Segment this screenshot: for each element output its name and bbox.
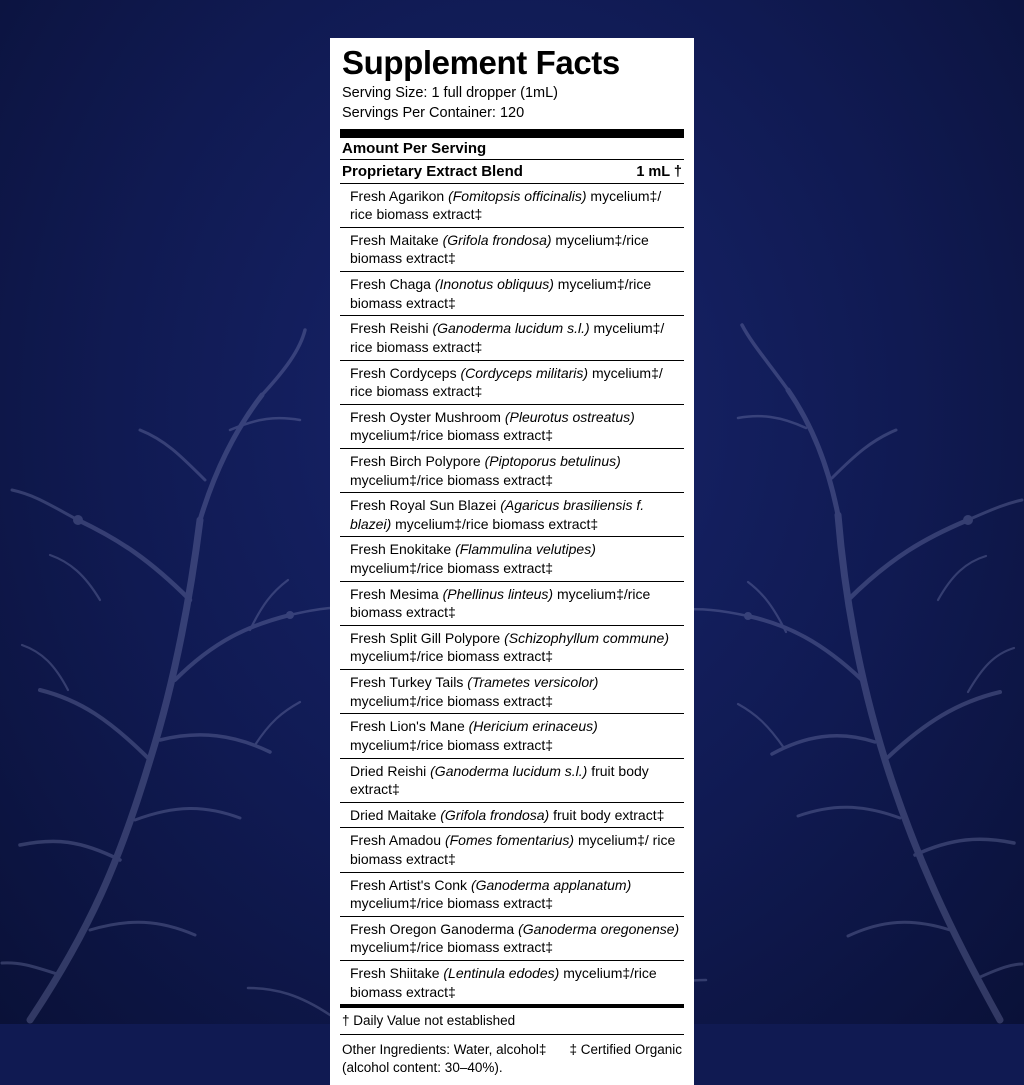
ingredient-latin-name: (Ganoderma oregonense)	[518, 920, 680, 937]
ingredient-form-text: mycelium‡/ rice biomass extract‡	[350, 187, 662, 223]
ingredient-common-name: Fresh Shiitake	[350, 964, 444, 981]
ingredient-latin-name: (Grifola frondosa)	[440, 806, 550, 823]
ingredient-form-text: mycelium‡/rice biomass extract‡	[350, 276, 652, 311]
ingredient-latin-name: (Piptoporus betulinus)	[484, 452, 621, 469]
ingredient-row	[340, 316, 684, 360]
ingredient-latin-name: (Ganoderma lucidum s.l.)	[432, 320, 590, 337]
ingredient-common-name: Fresh Amadou	[350, 832, 445, 849]
ingredient-row	[340, 670, 684, 714]
ingredient-row	[340, 537, 684, 581]
ingredient-latin-name: (Fomes fomentarius)	[444, 832, 575, 849]
ingredient-form-text: mycelium‡/rice biomass extract‡	[350, 560, 554, 577]
ingredient-row	[340, 917, 684, 961]
ingredient-common-name: Fresh Maitake	[350, 231, 443, 248]
ingredient-latin-name: (Lentinula edodes)	[443, 964, 560, 981]
proprietary-blend-row	[340, 160, 684, 184]
ingredient-common-name: Fresh Enokitake	[350, 541, 456, 558]
ingredient-form-text: mycelium‡/rice biomass extract‡	[350, 895, 554, 912]
ingredient-form-text: mycelium‡/rice biomass extract‡	[350, 427, 554, 444]
ingredient-common-name: Fresh Oregon Ganoderma	[350, 920, 519, 937]
ingredient-form-text: mycelium‡/rice biomass extract‡	[350, 231, 649, 267]
ingredient-form-text: fruit body extract‡	[549, 806, 665, 823]
ingredient-row	[340, 828, 684, 872]
ingredient-row	[340, 228, 684, 272]
ingredient-row	[340, 873, 684, 917]
ingredient-latin-name: (Trametes versicolor)	[467, 674, 599, 691]
ingredient-form-text: mycelium‡/rice biomass extract‡	[350, 692, 554, 709]
ingredient-common-name: Fresh Turkey Tails	[350, 674, 468, 691]
ingredient-row	[340, 405, 684, 449]
footer-row	[340, 1035, 684, 1085]
ingredient-common-name: Fresh Lion's Mane	[350, 718, 469, 735]
ingredient-latin-name: (Fomitopsis officinalis)	[448, 187, 587, 204]
ingredient-form-text: mycelium‡/rice biomass extract‡	[350, 736, 554, 753]
ingredient-common-name: Fresh Artist's Conk	[350, 876, 471, 893]
ingredient-form-text: mycelium‡/rice biomass extract‡	[350, 585, 651, 621]
ingredient-list	[340, 184, 684, 1005]
ingredient-common-name: Fresh Reishi	[350, 320, 433, 337]
ingredient-latin-name: (Hericium erinaceus)	[468, 718, 598, 735]
ingredient-row	[340, 582, 684, 626]
ingredient-row	[340, 759, 684, 803]
ingredient-form-text: mycelium‡/ rice biomass extract‡	[350, 364, 663, 400]
ingredient-form-text: mycelium‡/rice biomass extract‡	[350, 964, 657, 1000]
ingredient-common-name: Dried Reishi	[350, 762, 431, 779]
ingredient-common-name: Fresh Cordyceps	[350, 364, 461, 381]
ingredient-latin-name: (Ganoderma applanatum)	[470, 876, 632, 893]
ingredient-common-name: Fresh Royal Sun Blazei	[350, 497, 501, 514]
ingredient-row	[340, 961, 684, 1004]
ingredient-form-text: mycelium‡/rice biomass extract‡	[350, 939, 554, 956]
ingredient-form-text: mycelium‡/rice biomass extract‡	[391, 515, 599, 532]
ingredient-form-text: mycelium‡/ rice biomass extract‡	[350, 832, 676, 867]
ingredient-latin-name: (Pleurotus ostreatus)	[504, 408, 635, 425]
ingredient-row	[340, 184, 684, 228]
page-title: Supplement Facts	[342, 44, 620, 81]
ingredient-common-name: Fresh Chaga	[350, 276, 435, 293]
ingredient-latin-name: (Phellinus linteus)	[442, 585, 554, 602]
ingredient-common-name: Dried Maitake	[350, 806, 441, 823]
ingredient-latin-name: (Inonotus obliquus)	[434, 276, 554, 293]
ingredient-row	[340, 714, 684, 758]
ingredient-latin-name: (Flammulina velutipes)	[455, 541, 596, 558]
other-ingredients-text: Other Ingredients: Water, alcohol‡ (alcohol content: 30–40%).	[342, 1041, 547, 1075]
servings-per-container-text: Servings Per Container: 120	[342, 104, 525, 121]
ingredient-common-name: Fresh Split Gill Polypore	[350, 629, 505, 646]
ingredient-row	[340, 626, 684, 670]
ingredient-row	[340, 361, 684, 405]
ingredient-common-name: Fresh Mesima	[350, 585, 443, 602]
ingredient-row	[340, 449, 684, 493]
ingredient-common-name: Fresh Oyster Mushroom	[350, 408, 505, 425]
proprietary-blend-label: Proprietary Extract Blend	[342, 162, 523, 180]
supplement-facts-panel	[330, 38, 694, 1085]
serving-size-text: Serving Size: 1 full dropper (1mL)	[342, 84, 558, 101]
ingredient-common-name: Fresh Agarikon	[350, 187, 449, 204]
ingredient-row	[340, 803, 684, 829]
ingredient-form-text: mycelium‡/rice biomass extract‡	[350, 471, 554, 488]
ingredient-latin-name: (Agaricus brasiliensis f. blazei)	[350, 497, 645, 532]
ingredient-latin-name: (Schizophyllum commune)	[504, 629, 670, 646]
ingredient-form-text: mycelium‡/rice biomass extract‡	[350, 648, 554, 665]
certified-organic-note: ‡ Certified Organic	[569, 1041, 682, 1057]
ingredient-latin-name: (Ganoderma lucidum s.l.)	[430, 762, 588, 779]
ingredient-latin-name: (Grifola frondosa)	[442, 231, 552, 248]
ingredient-common-name: Fresh Birch Polypore	[350, 452, 485, 469]
ingredient-form-text: fruit body extract‡	[350, 762, 649, 798]
proprietary-blend-amount: 1 mL †	[636, 163, 682, 180]
ingredient-form-text: mycelium‡/ rice biomass extract‡	[350, 320, 665, 355]
amount-per-serving-header: Amount Per Serving	[340, 138, 684, 160]
ingredient-latin-name: (Cordyceps militaris)	[460, 364, 589, 381]
divider-thick-top	[340, 129, 684, 138]
ingredient-row	[340, 493, 684, 537]
ingredient-row	[340, 272, 684, 316]
daily-value-note: † Daily Value not established	[342, 1013, 516, 1029]
